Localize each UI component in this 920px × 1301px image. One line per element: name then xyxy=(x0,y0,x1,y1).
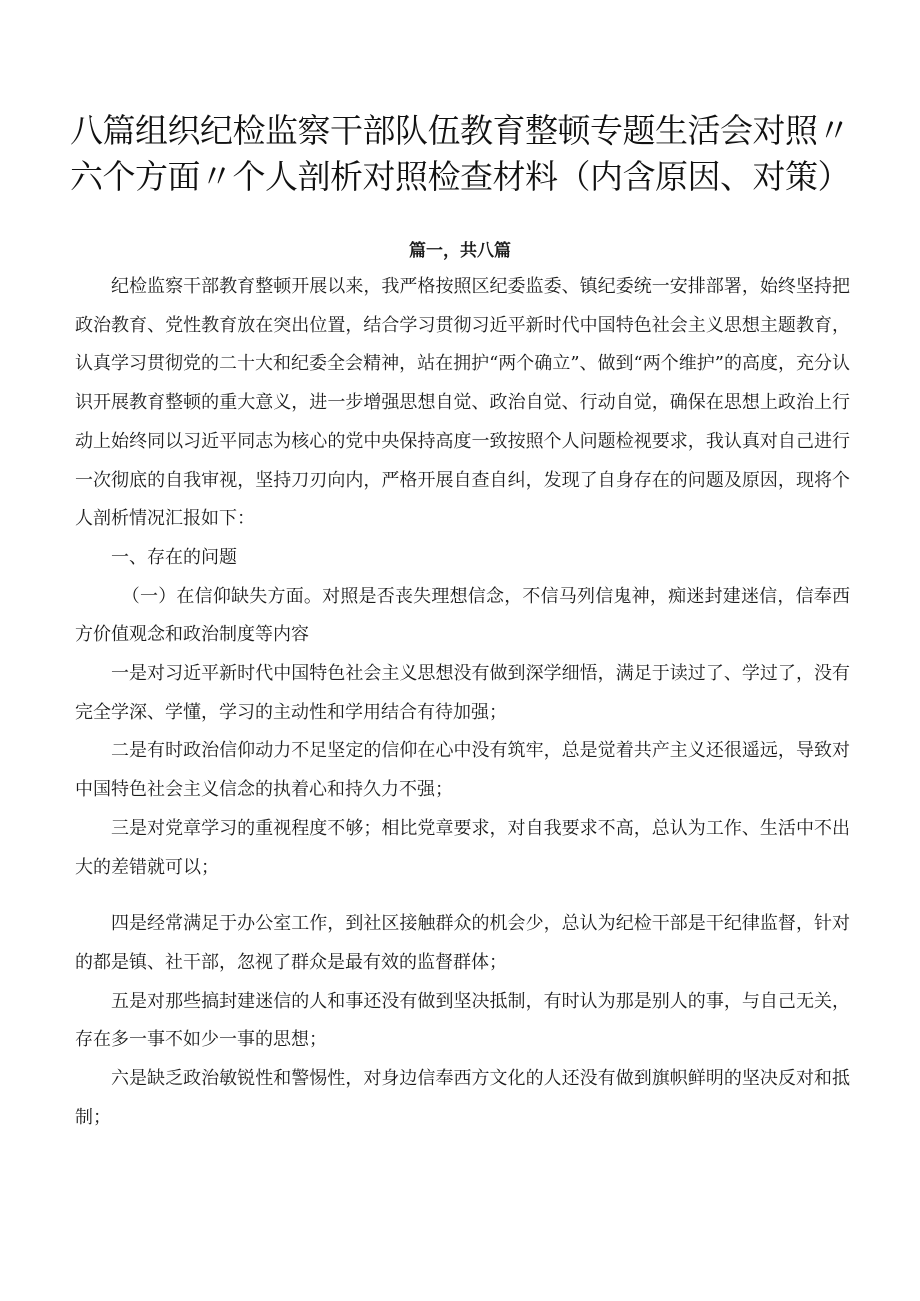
subsection-heading: （一）在信仰缺失方面。对照是否丧失理想信念，不信马列信鬼神，痴迷封建迷信，信奉西方价值观念和政治制度等内容 xyxy=(75,585,850,646)
document-body xyxy=(75,268,850,1137)
list-item: 三是对党章学习的重视程度不够；相比党章要求，对自我要求不高，总认为工作、生活中不出大的差错就可以； xyxy=(75,817,850,878)
list-item: 一是对习近平新时代中国特色社会主义思想没有做到深学细悟，满足于读过了、学过了，没有完全学深、学懂，学习的主动性和学用结合有待加强； xyxy=(75,663,850,723)
list-item: 二是有时政治信仰动力不足坚定的信仰在心中没有筑牢，总是觉着共产主义还很遥远，导致对中国特色社会主义信念的执着心和持久力不强； xyxy=(75,740,850,801)
paragraph-intro: 纪检监察干部教育整顿开展以来，我严格按照区纪委监委、镇纪委统一安排部署，始终坚持把政治教育、党性教育放在突出位置，结合学习贯彻习近平新时代中国特色社会主义思想主题教育，认真学习贯彻党的二十大和纪委全会精神，站在拥护“两个确立”、做到“两个维护”的高度，充分认识开展教育整顿的重大意义，进一步增强思想自觉、政治自觉、行动自觉，确保在思想上政治上行动上始终同以习近平同志为核心的党中央保持高度一致按照个人问题检视要求，我认真对自己进行一次彻底的自我审视，坚持刀刃向内，严格开展自查自纠，发现了自身存在的问题及原因，现将个人剖析情况汇报如下： xyxy=(75,276,850,530)
document-title: 八篇组织纪检监察干部队伍教育整顿专题生活会对照〃六个方面〃个人剖析对照检查材料（内含原因、对策） xyxy=(70,111,850,196)
list-item: 六是缺乏政治敏锐性和警惕性，对身边信奉西方文化的人还没有做到旗帜鲜明的坚决反对和抵制； xyxy=(75,1068,850,1128)
list-item: 四是经常满足于办公室工作，到社区接触群众的机会少，总认为纪检干部是干纪律监督，针对的都是镇、社干部，忽视了群众是最有效的监督群体； xyxy=(75,913,850,973)
document-subtitle: 篇一，共八篇 xyxy=(409,241,511,261)
list-item: 五是对那些搞封建迷信的人和事还没有做到坚决抵制，有时认为那是别人的事，与自己无关，存在多一事不如少一事的思想； xyxy=(75,990,850,1051)
section-heading: 一、存在的问题 xyxy=(111,546,237,568)
